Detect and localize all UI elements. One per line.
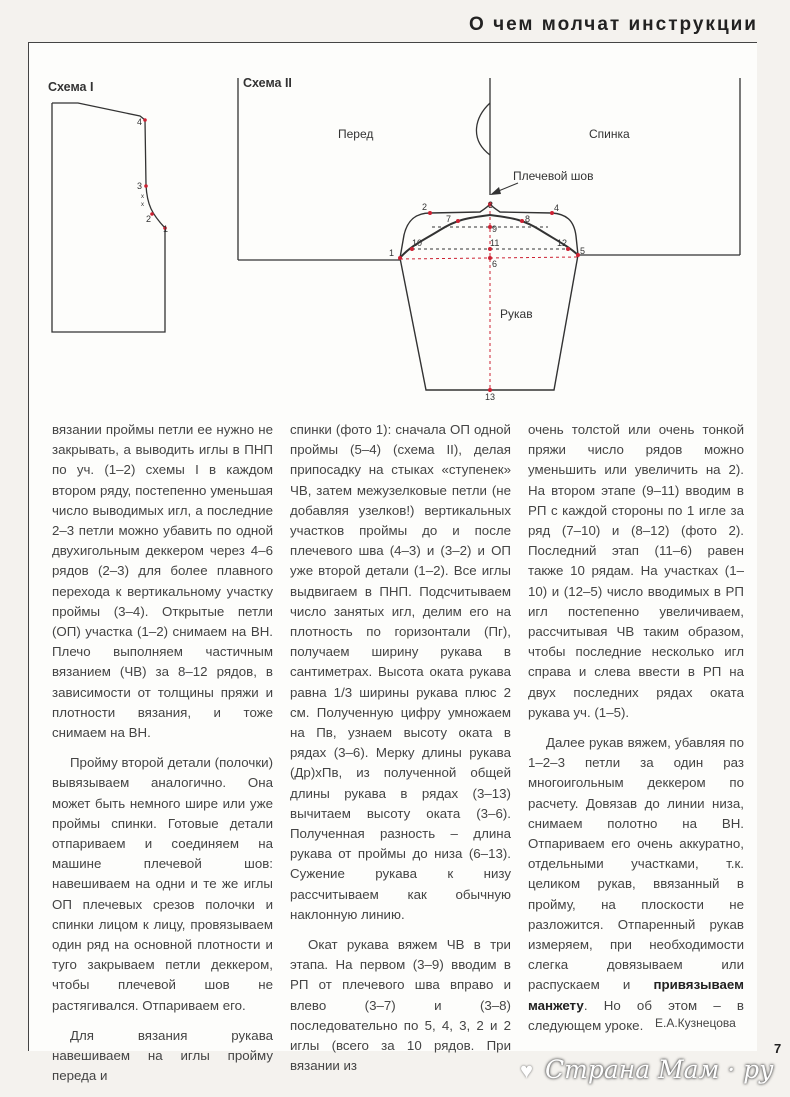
sleeve-cap-curve	[400, 215, 578, 258]
scheme1-point-label: x	[141, 202, 144, 208]
shoulder-seam-label: Плечевой шов	[513, 169, 594, 183]
scheme2-point-7	[456, 219, 460, 223]
scheme1-point-label: x	[141, 194, 144, 200]
front-label: Перед	[338, 127, 374, 141]
author-signature: Е.А.Кузнецова	[655, 1016, 736, 1030]
paragraph: Для вязания рукава навешиваем на иглы пройму переда и	[52, 1027, 273, 1084]
scheme2-label: Схема II	[243, 76, 292, 90]
paragraph	[528, 733, 744, 1036]
paragraph: Окат рукава вяжем ЧВ в три этапа. На первом (3–9) вводим в РП от плечевого шва вправо и влево (3–7) и (3–8) последовательно по 5, 4, 3, 2 и 2 иглы (всего за 10 рядов. При вязании из	[290, 937, 511, 1074]
sleeve-outline	[400, 255, 578, 390]
scheme2-point-label: 8	[525, 214, 531, 224]
back-label: Спинка	[589, 127, 630, 141]
scheme2-point-label: 11	[490, 238, 500, 248]
scheme1-point-label: 2	[146, 214, 152, 224]
scheme2-point-label: 13	[485, 392, 496, 402]
scheme1-point-label: 3	[137, 181, 143, 191]
scheme1-label: Схема I	[48, 80, 94, 94]
watermark: Страна Мам · ру	[545, 1055, 774, 1084]
sleeve-label: Рукав	[500, 307, 533, 321]
paragraph: вязании проймы петли ее нужно не закрывать, а выводить иглы в ПНП по уч. (1–2) схемы I в каждом втором ряду, постепенно уменьшая число выводимых игл, а последние 2–3 петли можно убавить по одной двухигольным деккером через 4–6 рядов (2–3) для более плавного перехода к вертикальному участку проймы (3–4). Открытые петли (ОП) участка (1–2) снимаем на ВН. Плечо выполняем частичным вязанием (ЧВ) за 8–12 рядов, в зависимости от толщины пряжи и плотности вязания, и тоже снимаем на ВН.	[52, 422, 273, 741]
scheme2-point-label: 6	[492, 259, 498, 269]
paragraph-text: Далее рукав вяжем, убавляя по 1–2–3 петли за один раз многоигольным деккером по расчету. Довязав до линии низа, снимаем полотно на ВН. Отпариваем его очень аккуратно, отдельными участками, т.к. целиком рукав, ввязанный в пройму, на плоскости не разложится. Отпаренный рукав измеряем, при необходимости слегка довязываем или распускаем и	[528, 735, 744, 993]
heart-icon: ♥	[520, 1058, 534, 1083]
paragraph: очень толстой или очень тонкой пряжи число рядов можно уменьшить или увеличить на 2). На втором этапе (9–11) вводим в РП с каждой стороны по 1 игле за ряд (7–10) и (8–12) (фото 2). Последний этап (11–6) равен также 10 рядам. На участках (1–10) и (12–5) число вводимых в РП игл постепенно увеличиваем, рассчитывая ЧВ таким образом, чтобы последние несколько игл справа и слева ввести в РП на двух последних рядах оката рукава уч. (1–5).	[528, 422, 744, 720]
scheme2-point-label: 3	[488, 200, 494, 210]
paragraph: Пройму второй детали (полочки) вывязываем аналогично. Она может быть немного шире или уже проймы спинки. Готовые детали отпариваем и соединяем на машине плечевой шов: навешиваем на одни и те же иглы ОП плечевых срезов полочки и спинки лицом к лицу, провязываем один ряд на основной плотности и туго закрываем петли деккером, чтобы плечевой шов не растягивался. Отпариваем его.	[52, 755, 273, 1013]
scheme1-armhole	[52, 103, 165, 228]
page-header-title: О чем молчат инструкции	[461, 14, 758, 36]
scheme2-point-label: 1	[389, 248, 395, 258]
scheme2-point-8	[520, 219, 524, 223]
text-column-1	[52, 420, 273, 1097]
shoulder-seam-arrowhead	[490, 187, 501, 195]
neckline-curve	[476, 103, 490, 155]
scheme2-point-label: 9	[492, 224, 498, 234]
paragraph-tail: . Но об этом – в следующем уроке.	[528, 997, 744, 1033]
paragraph: спинки (фото 1): сначала ОП одной проймы (5–4) (схема II), делая припосадку на стыках «ступенек» ЧВ, затем межузелковые петли (не добавляя узелков!) вертикальных участков проймы до и после плечевого шва (4–3) и (3–2) и ОП уже второй детали (1–2). Все иглы выдвигаем в ПНП. Подсчитываем число занятых игл, делим его на плотность по горизонтали (Пг), получаем ширину рукава в сантиметрах. Высота оката рукава равна 1/3 ширины рукава плюс 2 см. Полученную цифру умножаем на Пв, узнаем высоту оката в рядах (3–6). Мерку длины рукава (Др)хПв, из полученной общей длины рукава в рядах (3–13) вычитаем высоту оката (3–6). Полученная разность – длина рукава от проймы до низа (6–13). Сужение рукава к низу рассчитываем как обычную наклонную линию.	[290, 422, 511, 922]
text-column-2	[290, 420, 511, 1087]
patterns-diagram	[0, 0, 790, 410]
page-number: 7	[774, 1041, 782, 1056]
scheme2-point-1	[398, 256, 402, 260]
scheme1-point-label: 1	[163, 224, 169, 234]
scheme2-point-2	[428, 211, 432, 215]
scheme2-point-label: 7	[446, 214, 452, 224]
scheme2-point-label: 10	[412, 238, 423, 248]
scheme2-point-label: 4	[554, 203, 560, 213]
scheme1-point-label: 4	[137, 117, 143, 127]
text-column-3	[528, 420, 744, 1046]
scheme1-point-3	[144, 184, 148, 188]
scheme1-point-4	[143, 118, 147, 122]
scheme2-point-label: 12	[557, 238, 568, 248]
bold-phrase: привязываем манжету	[528, 977, 744, 1013]
scheme2-point-label: 2	[422, 202, 428, 212]
scheme2-point-label: 5	[580, 246, 586, 256]
